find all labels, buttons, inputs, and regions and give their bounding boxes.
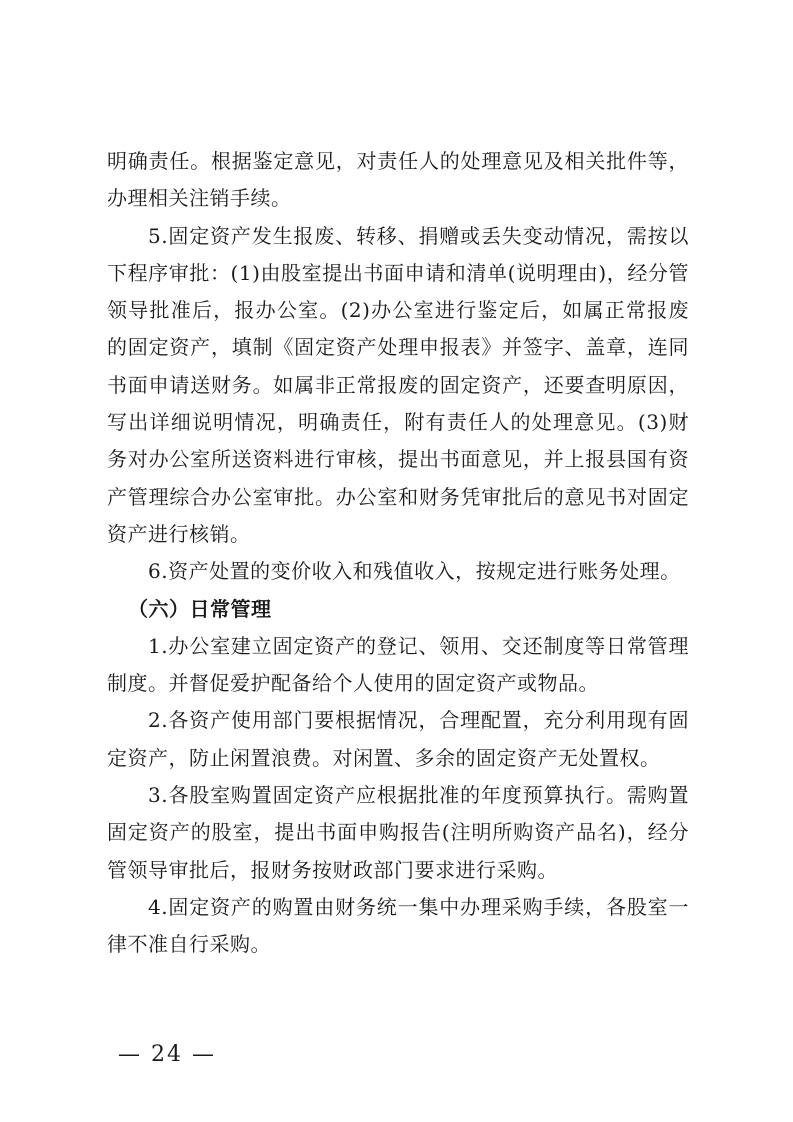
paragraph-disposal-income: 6.资产处置的变价收入和残值收入，按规定进行账务处理。 — [148, 559, 681, 584]
paragraph-disposal-procedure: 5.固定资产发生报废、转移、捐赠或丢失变动情况，需按以下程序审批：(1)由股室提出书面申请和清单(说明理由)，经分管领导批准后，报办公室。(2)办公室进行鉴定后，如属正常报废的固定资产，填制《固定资产处理申报表》并签字、盖章，连同书面申请送财务。如属非正常报废的固定资产，还要查明原因，写出详细说明情况，明确责任，附有责任人的处理意见。(3)财务对办公室所送资料进行审核，提出书面意见，并上报县国有资产管理综合办公室审批。办公室和财务凭审批后的意见书对固定资产进行核销。 — [107, 223, 689, 546]
paragraph-centralized-purchase: 4.固定资产的购置由财务统一集中办理采购手续，各股室一律不准自行采购。 — [107, 894, 689, 957]
document-body — [107, 143, 689, 964]
paragraph-allocation: 2.各资产使用部门要根据情况，合理配置，充分利用现有固定资产，防止闲置浪费。对闲置、多余的固定资产无处置权。 — [107, 708, 689, 770]
section-heading: （六）日常管理 — [128, 596, 272, 621]
page-number: — 24 — — [118, 1042, 216, 1067]
paragraph-continuation: 明确责任。根据鉴定意见，对责任人的处理意见及相关批件等，办理相关注销手续。 — [107, 149, 689, 211]
paragraph-purchase-budget: 3.各股室购置固定资产应根据批准的年度预算执行。需购置固定资产的股室，提出书面申购报告(注明所购资产品名)，经分管领导审批后，报财务按财政部门要求进行采购。 — [107, 783, 689, 882]
paragraph-registration: 1.办公室建立固定资产的登记、领用、交还制度等日常管理制度。并督促爱护配备给个人使用的固定资产或物品。 — [107, 633, 689, 696]
